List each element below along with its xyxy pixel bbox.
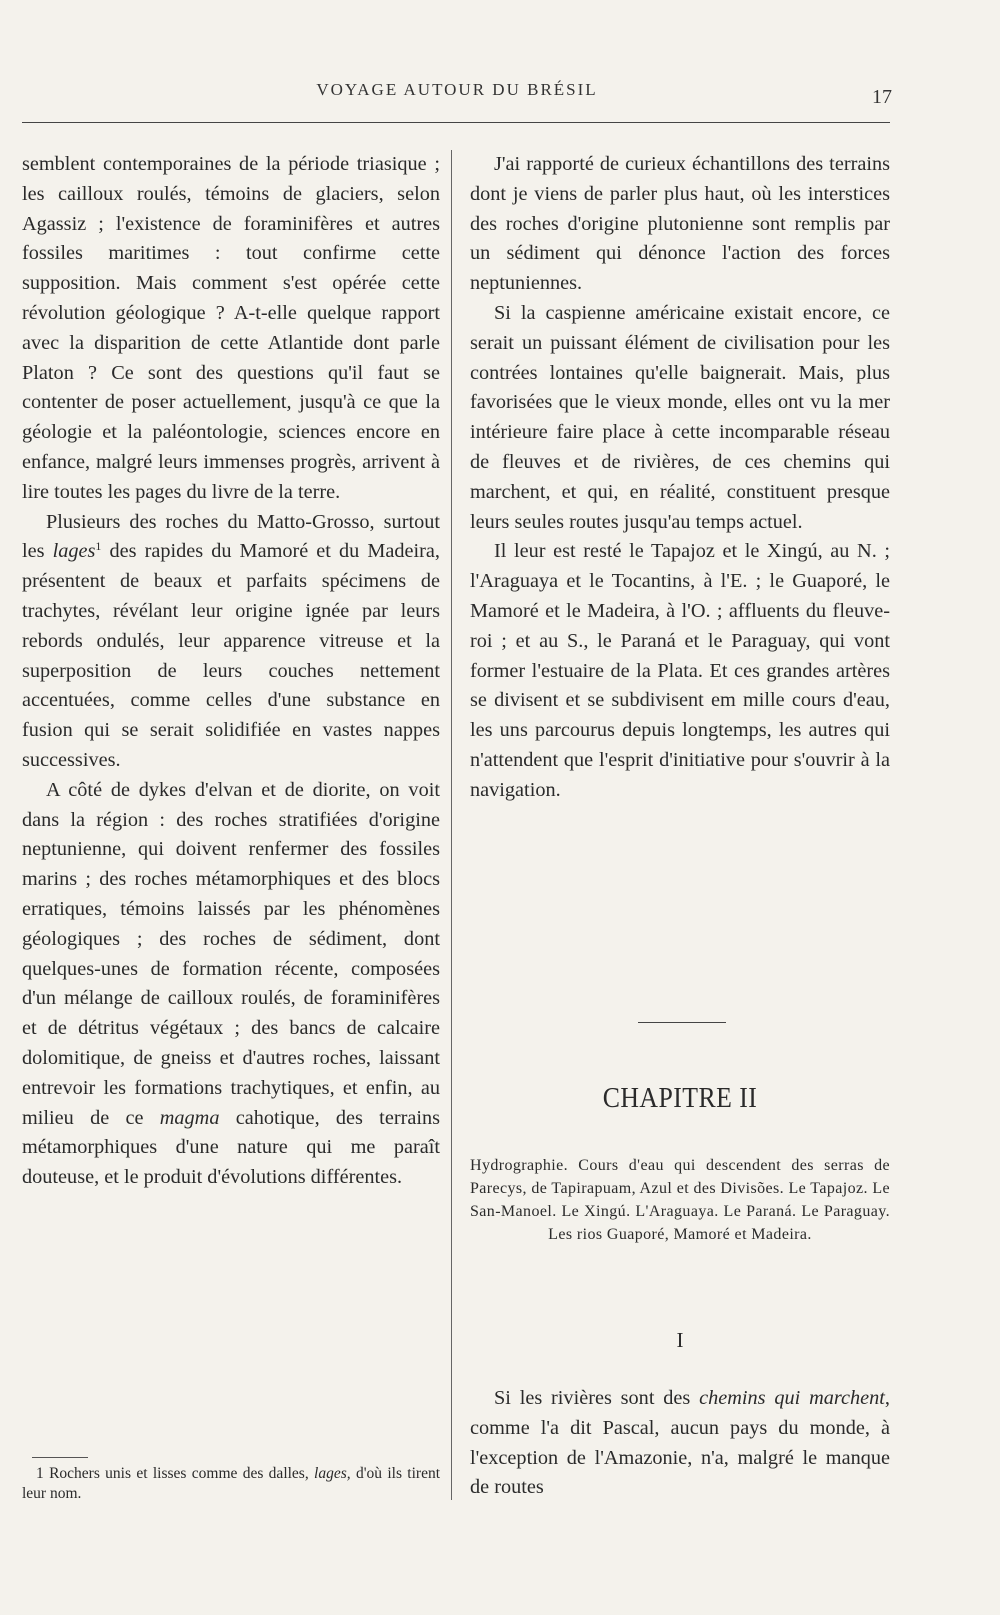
chapter-paragraph-1 bbox=[470, 1384, 890, 1503]
footnote-rule bbox=[32, 1457, 88, 1458]
chapter-title: CHAPITRE II bbox=[602, 1083, 758, 1114]
footnote bbox=[22, 1464, 440, 1504]
left-paragraph-3-end: cahotique, des terrains métamorphiques d'une nature qui me paraît douteuse, et le produit d'évolutions différentes. bbox=[22, 1106, 440, 1189]
chapter-paragraph-1-start: Si les rivières sont des bbox=[494, 1387, 700, 1409]
running-title: VOYAGE AUTOUR DU BRÉSIL bbox=[316, 80, 598, 99]
footnote-italic: lages, bbox=[314, 1465, 351, 1482]
left-paragraph-3 bbox=[22, 776, 440, 1193]
footnote-reference[interactable]: 1 bbox=[95, 539, 102, 554]
left-paragraph-2-end: des rapides du Mamoré et du Madeira, présentent de beaux et parfaits spécimens de trachytes, révélant leur origine ignée par leurs rebords ondulés, leur apparence vitreuse et la superposition de leurs couches nettement accentuées, comme celles d'une substance en fusion qui se serait solidifiée en vastes nappes successives. bbox=[22, 540, 440, 771]
column-divider bbox=[451, 150, 452, 1500]
footnote-number: 1 bbox=[36, 1465, 44, 1482]
chemins-qui-marchent: chemins qui marchent bbox=[699, 1387, 885, 1409]
left-paragraph-2-start: Plusieurs des roches du Matto-Grosso, surtout les bbox=[22, 510, 440, 563]
footnote-text-start: Rochers unis et lisses comme des dalles, bbox=[43, 1465, 315, 1482]
magma-term: magma bbox=[159, 1106, 220, 1129]
right-column bbox=[470, 150, 890, 806]
right-paragraph-2: Si la caspienne américaine existait encore, ce serait un puissant élément de civilisation pour les contrées lontaines qu'elle baignerait. Mais, plus favorisées que le vieux monde, elles ont vu la mer intérieure faire place à cette incomparable réseau de fleuves et de rivières, de ces chemins qui marchent, et qui, en réalité, constituent presque leurs seules routes jusqu'au temps actuel. bbox=[470, 301, 890, 533]
chapter-paragraph-1-end: , comme l'a dit Pascal, aucun pays du monde, à l'exception de l'Amazonie, n'a, malgré le manque de routes bbox=[470, 1387, 890, 1499]
page-number: 17 bbox=[872, 86, 892, 108]
left-column bbox=[22, 150, 440, 1193]
chapter-opening bbox=[470, 1384, 890, 1503]
left-paragraph-1: semblent contemporaines de la période triasique ; les cailloux roulés, témoins de glaciers, selon Agassiz ; l'existence de foraminifères et autres fossiles maritimes : tout confirme cette supposition. Mais comment s'est opérée cette révolution géologique ? A-t-elle quelque rapport avec la disparition de cette Atlantide dont parle Platon ? Ce sont des questions qu'il faut se contenter de poser actuellement, jusqu'à ce que la géologie et la paléontologie, sciences encore en enfance, malgré leurs immenses progrès, arrivent à lire toutes les pages du livre de la terre. bbox=[22, 153, 440, 503]
chapter-summary: Hydrographie. Cours d'eau qui descendent des serras de Parecys, de Tapirapuam, Azul et des Divisões. Le Tapajoz. Le San-Manoel. Le Xingú. L'Araguaya. Le Paraná. Le Paraguay. Les rios Guaporé, Mamoré et Madeira. bbox=[470, 1157, 890, 1243]
footnote-text-end: d'où ils tirent leur nom. bbox=[22, 1465, 441, 1502]
lages-term: lages bbox=[52, 540, 96, 563]
section-number: I bbox=[676, 1328, 684, 1352]
right-paragraph-1: J'ai rapporté de curieux échantillons des terrains dont je viens de parler plus haut, où les interstices des roches d'origine plutonienne sont remplis par un sédiment qui dénonce l'action des forces neptuniennes. bbox=[470, 153, 890, 295]
left-paragraph-2 bbox=[22, 508, 440, 776]
header-rule bbox=[22, 122, 890, 123]
page-header bbox=[22, 78, 892, 108]
right-paragraph-3: Il leur est resté le Tapajoz et le Xingú, au N. ; l'Araguaya et le Tocantins, à l'E. ; le Guaporé, le Mamoré et le Madeira, à l'O. ; affluents du fleuve-roi ; et au S., le Paraná et le Paraguay, qui vont former l'estuaire de la Plata. Et ces grandes artères se divisent et se subdivisent em mille cours d'eau, les uns parcourus depuis longtemps, les autres qui n'attendent que l'esprit d'initiative pour s'ouvrir à la navigation. bbox=[470, 540, 890, 801]
left-paragraph-3-start: A côté de dykes d'elvan et de diorite, on voit dans la région : des roches stratifiées d'origine neptunienne, qui doivent renfermer des fossiles marins ; des roches métamorphiques et des blocs erratiques, témoins laissés par les phénomènes géologiques ; des roches de sédiment, dont quelques-unes de formation récente, composées d'un mélange de cailloux roulés, de foraminifères et de détritus végétaux ; des bancs de calcaire dolomitique, de gneiss et d'autres roches, laissant entrevoir les formations trachytiques, et enfin, au milieu de ce bbox=[22, 778, 440, 1129]
chapter-separator bbox=[638, 1022, 726, 1023]
